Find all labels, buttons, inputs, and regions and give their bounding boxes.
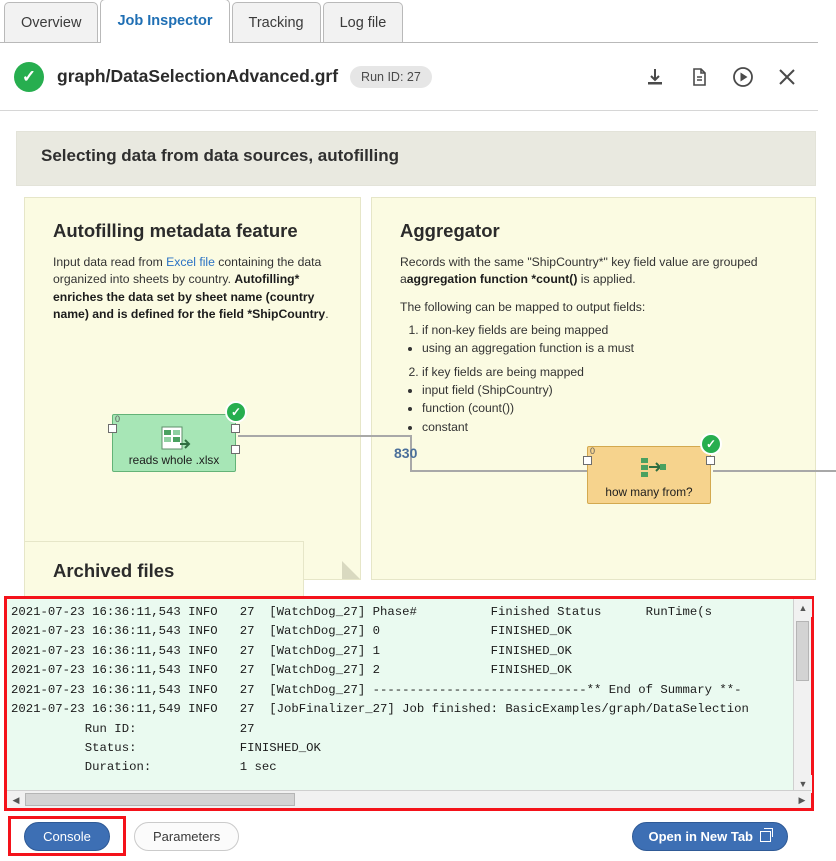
port-out-1[interactable]: [231, 445, 240, 454]
note-autofilling-seg5: .: [325, 306, 329, 321]
graph-canvas[interactable]: [0, 111, 818, 599]
tab-overview-label: Overview: [21, 14, 82, 31]
tab-job-inspector-label: Job Inspector: [117, 13, 213, 29]
open-in-new-tab-label: Open in New Tab: [648, 829, 753, 844]
note-aggregator-body: [400, 254, 820, 437]
note-autofilling-title: Autofilling metadata feature: [53, 220, 298, 241]
scroll-left-icon[interactable]: ◀: [12, 794, 20, 805]
export-file-icon[interactable]: [688, 66, 710, 88]
main-tabbar: [0, 0, 818, 43]
note-autofilling-seg1: Input data read from: [53, 255, 167, 269]
log-line: 2021-07-23 16:36:11,543 INFO 27 [WatchDog_27] 0 FINISHED_OK: [11, 624, 572, 639]
component-reader-label: reads whole .xlsx: [128, 453, 220, 467]
tab-job-inspector[interactable]: [100, 0, 229, 42]
run-id-badge: Run ID: 27: [350, 66, 432, 88]
note-aggregator-bullets-2: [422, 382, 820, 436]
port-out-0[interactable]: [706, 456, 715, 465]
component-aggregator-status-icon: ✓: [700, 433, 722, 455]
job-header: [0, 43, 818, 111]
open-in-new-tab-button[interactable]: [632, 822, 789, 851]
console-vertical-scroll-thumb[interactable]: [796, 621, 809, 681]
log-line: 2021-07-23 16:36:11,543 INFO 27 [WatchDog_27] Phase# Finished Status RunTime(s: [11, 605, 713, 619]
tab-tracking[interactable]: [232, 2, 321, 42]
list-item: • constant: [422, 419, 820, 436]
log-line: 2021-07-23 16:36:11,543 INFO 27 [WatchDog_27] -----------------------------** End of Summary **-: [11, 682, 742, 697]
tab-overview[interactable]: [4, 2, 98, 42]
page-title: graph/DataSelectionAdvanced.grf: [57, 66, 339, 86]
log-line: Run ID: 27: [11, 721, 255, 736]
note-aggregator-intro-c: is applied.: [577, 272, 636, 287]
tab-console-button[interactable]: Console: [24, 822, 110, 851]
component-aggregator[interactable]: [587, 437, 717, 504]
aggregate-icon: [629, 456, 669, 487]
edge-record-count: 830: [394, 445, 418, 461]
note-autofilling-seg3: containing the data organized into sheets by country.: [53, 255, 322, 287]
console-horizontal-scroll-thumb[interactable]: [25, 793, 295, 806]
component-reader-status-icon: ✓: [225, 401, 247, 423]
component-aggregator-port-index: 0: [590, 446, 596, 456]
list-item: 2. if key fields are being mapped: [422, 364, 820, 381]
component-reader[interactable]: [112, 405, 242, 472]
note-autofilling-body: [53, 254, 338, 323]
note-aggregator-intro-a: Records with the same "ShipCountry*" key field value are grouped a: [400, 255, 758, 287]
download-icon[interactable]: [644, 66, 666, 88]
excel-file-link[interactable]: Excel file: [166, 255, 215, 269]
console-panel: [4, 596, 814, 811]
list-item: • function (count()): [422, 400, 820, 417]
note-aggregator: [371, 197, 816, 580]
log-line: Status: FINISHED_OK: [11, 740, 321, 755]
check-circle-icon: ✓: [14, 62, 44, 92]
run-icon[interactable]: [732, 66, 754, 88]
note-archived-files-title: Archived files: [53, 560, 175, 581]
tab-log-file[interactable]: [323, 2, 404, 42]
component-aggregator-label: how many from?: [605, 485, 693, 499]
note-autofilling: [24, 197, 361, 580]
tab-tracking-label: Tracking: [248, 14, 304, 31]
note-aggregator-intro-b: aggregation function *count(): [406, 272, 578, 287]
console-tab-highlight: [8, 816, 126, 856]
port-in[interactable]: [108, 424, 117, 433]
external-link-icon: [760, 831, 771, 842]
scroll-up-icon[interactable]: ▲: [794, 599, 812, 617]
note-aggregator-title: Aggregator: [400, 220, 500, 241]
console-vertical-scrollbar[interactable]: [793, 599, 811, 793]
port-in[interactable]: [583, 456, 592, 465]
scroll-down-icon[interactable]: ▼: [794, 775, 812, 793]
note-aggregator-bullets-1: [422, 340, 820, 357]
list-item: • input field (ShipCountry): [422, 382, 820, 399]
scroll-right-icon[interactable]: ▶: [798, 794, 806, 805]
note-aggregator-ordered-list-2: [422, 364, 820, 381]
port-out-0[interactable]: [231, 424, 240, 433]
list-item: 1. if non-key fields are being mapped: [422, 322, 820, 339]
header-actions: [644, 66, 804, 88]
tab-parameters-button[interactable]: Parameters: [134, 822, 239, 851]
note-autofilling-seg4: Autofilling* enriches the data set by sheet name (country name) and is defined for the field *ShipCountry: [53, 272, 326, 321]
canvas-banner-title: Selecting data from data sources, autofilling: [41, 146, 400, 165]
log-line: Duration: 1 sec: [11, 760, 277, 775]
log-line: 2021-07-23 16:36:11,549 INFO 27 [JobFinalizer_27] Job finished: BasicExamples/graph/DataSelection: [11, 702, 749, 717]
canvas-banner-note: [16, 131, 816, 186]
component-reader-port-index: 0: [115, 414, 121, 424]
tab-log-file-label: Log file: [339, 14, 387, 31]
console-horizontal-scrollbar[interactable]: [7, 790, 811, 808]
list-item: • using an aggregation function is a must: [422, 340, 820, 357]
log-line: 2021-07-23 16:36:11,543 INFO 27 [WatchDog_27] 2 FINISHED_OK: [11, 663, 572, 678]
close-icon[interactable]: [776, 66, 798, 88]
note-fold-corner-icon: [342, 561, 360, 579]
note-aggregator-mapping-intro: The following can be mapped to output fields:: [400, 299, 646, 314]
excel-reader-icon: [157, 424, 191, 457]
console-log-area[interactable]: [7, 599, 793, 793]
note-aggregator-ordered-list: [422, 322, 820, 339]
log-line: 2021-07-23 16:36:11,543 INFO 27 [WatchDog_27] 1 FINISHED_OK: [11, 643, 572, 658]
